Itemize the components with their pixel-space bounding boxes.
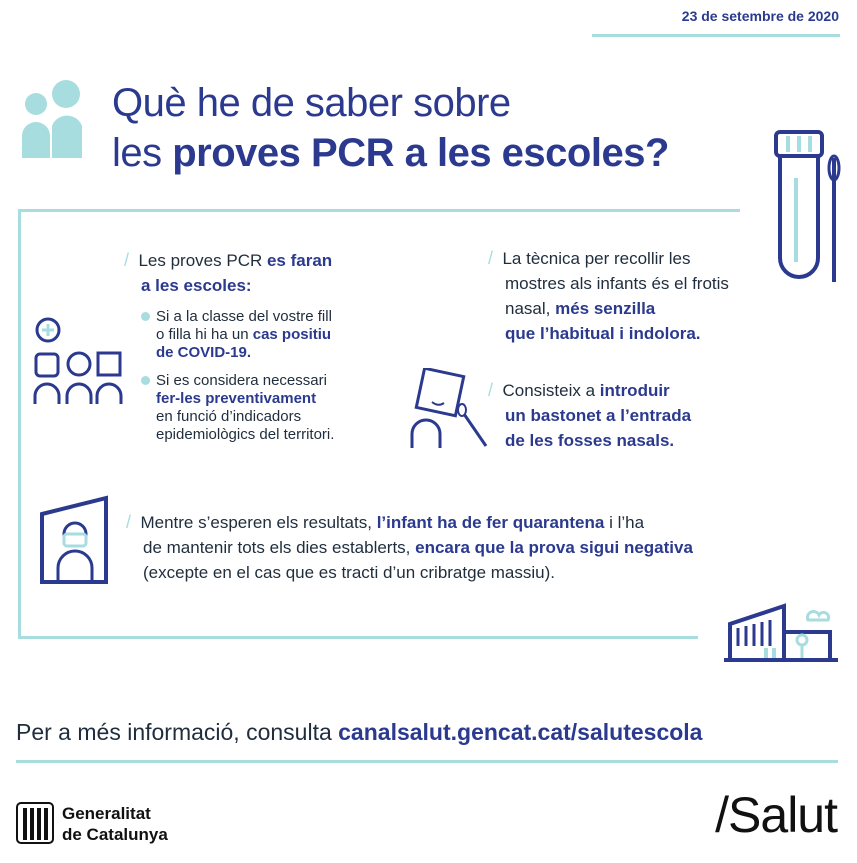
footer-divider <box>16 760 838 763</box>
date: 23 de setembre de 2020 <box>681 8 839 24</box>
frame-bottom <box>18 636 698 639</box>
procedure-line2: un bastonet a l’entrada <box>505 406 692 425</box>
slash-decoration: / <box>488 380 494 400</box>
page-title <box>112 78 669 178</box>
bullet-dot <box>141 312 150 321</box>
quarantine-line1-end: i l’ha <box>604 513 645 532</box>
technique-line3: nasal, <box>505 299 556 318</box>
quarantine-door-icon <box>38 494 112 586</box>
procedure-line1-bold: introduir <box>599 381 670 400</box>
nasal-swab-icon <box>406 368 490 452</box>
title-line-2-bold: proves PCR a les escoles? <box>172 131 669 175</box>
bullet2-line1: Si es considera necessari <box>156 372 327 389</box>
bullet1-line2: o filla hi ha un <box>156 326 253 343</box>
bullet2-line3: en funció d’indicadors <box>156 408 302 425</box>
logo-line2: de Catalunya <box>62 825 168 844</box>
family-icon <box>32 316 126 408</box>
bullet1-line3: de COVID-19. <box>156 344 252 361</box>
title-line-1: Què he de saber sobre <box>112 81 511 125</box>
quarantine-line2-bold: encara que la prova sigui negativa <box>415 538 693 557</box>
pcr-info-block <box>124 248 334 444</box>
salut-logo: /Salut <box>715 787 837 843</box>
procedure-line3: de les fosses nasals. <box>505 431 675 450</box>
test-tube-icon <box>770 128 850 288</box>
frame-top <box>18 209 740 212</box>
bullet1-line1: Si a la classe del vostre fill <box>156 308 332 325</box>
date-divider <box>592 34 840 37</box>
frame-left <box>18 209 21 639</box>
more-info-text <box>16 719 702 746</box>
technique-block <box>488 246 729 346</box>
slash-decoration: / <box>124 250 130 270</box>
slash-decoration: / <box>126 512 132 532</box>
technique-line1: La tècnica per recollir les <box>502 249 691 268</box>
slash-decoration: / <box>488 248 494 268</box>
technique-line4: que l’habitual i indolora. <box>505 324 701 343</box>
bullet2-line2: fer-les preventivament <box>156 390 317 407</box>
more-info-label: Per a més informació, consulta <box>16 719 339 745</box>
quarantine-line1: Mentre s’esperen els resultats, <box>140 513 377 532</box>
block1-heading-bold-2: a les escoles: <box>141 276 252 295</box>
technique-line2: mostres als infants és el frotis <box>505 274 729 293</box>
logo-line1: Generalitat <box>62 804 151 823</box>
quarantine-line2: de mantenir tots els dies establerts, <box>143 538 416 557</box>
procedure-line1: Consisteix a <box>502 381 600 400</box>
more-info-link[interactable]: canalsalut.gencat.cat/salutescola <box>338 719 703 745</box>
generalitat-logo-text <box>62 803 168 845</box>
generalitat-logo-icon <box>16 802 54 844</box>
block1-heading: Les proves PCR <box>138 251 267 270</box>
title-line-2: les <box>112 131 173 175</box>
quarantine-line3: (excepte en el cas que es tracti d’un cribratge massiu). <box>143 563 555 582</box>
technique-line3-bold: més senzilla <box>555 299 656 318</box>
quarantine-line1-bold: l’infant ha de fer quarantena <box>376 513 605 532</box>
block1-heading-bold: es faran <box>266 251 333 270</box>
quarantine-block <box>126 510 693 585</box>
procedure-block <box>488 378 691 453</box>
bullet1-line2-bold: cas positiu <box>252 326 332 343</box>
school-building-icon <box>724 598 840 664</box>
people-icon <box>18 78 84 158</box>
bullet-dot <box>141 376 150 385</box>
bullet2-line4: epidemiològics del territori. <box>156 426 335 443</box>
